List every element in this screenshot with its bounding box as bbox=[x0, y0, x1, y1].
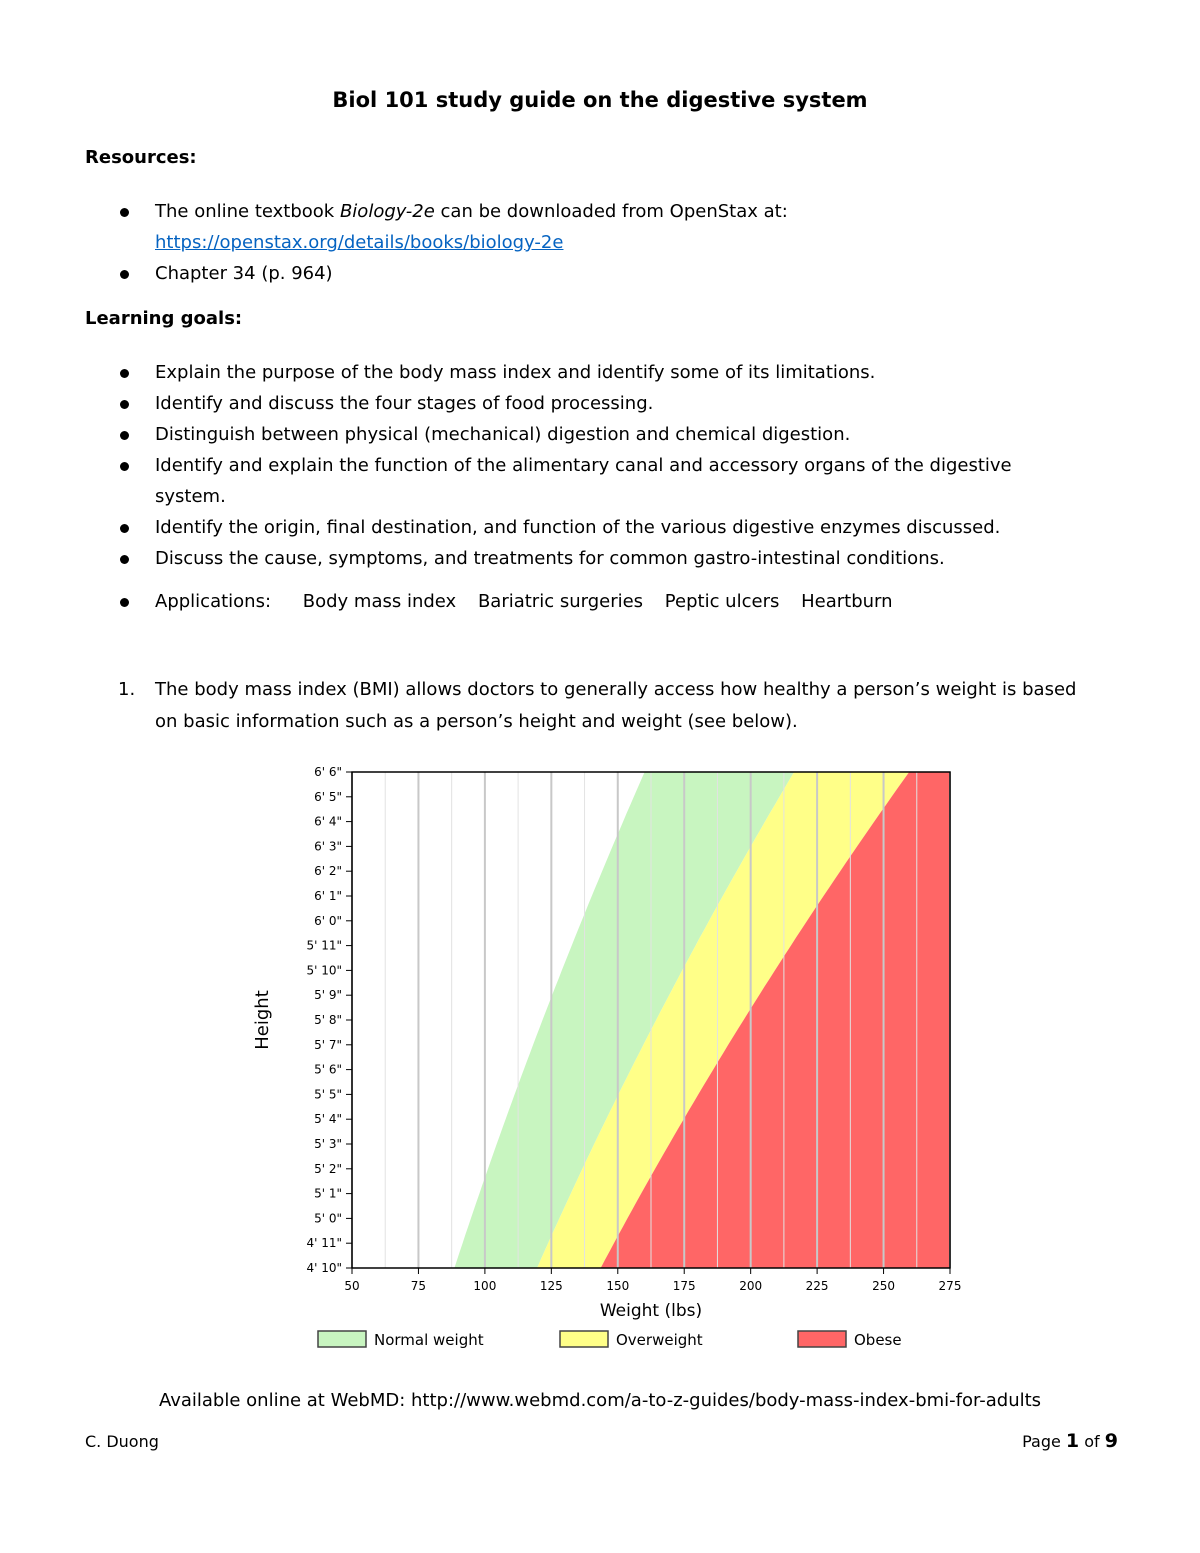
textbook-title: Biology-2e bbox=[339, 201, 435, 222]
x-axis-label: Weight (lbs) bbox=[599, 1301, 703, 1321]
x-tick-label: 250 bbox=[872, 1279, 896, 1293]
application-heartburn: Heartburn bbox=[801, 591, 893, 612]
learning-goals-list bbox=[110, 357, 1100, 617]
legend-label: Obese bbox=[854, 1331, 902, 1349]
learning-goals-heading: Learning goals: bbox=[85, 308, 243, 329]
y-tick-label: 5' 5" bbox=[314, 1087, 342, 1102]
openstax-link[interactable]: https://openstax.org/details/books/biology-2e bbox=[155, 232, 564, 253]
footer-author: C. Duong bbox=[85, 1432, 159, 1451]
y-tick-label: 6' 1" bbox=[314, 889, 342, 903]
source-citation: Available online at WebMD: http://www.webmd.com/a-to-z-guides/body-mass-index-bmi-for-adults bbox=[158, 1390, 1042, 1411]
y-tick-label: 5' 0" bbox=[314, 1211, 342, 1226]
y-tick-label: 6' 4" bbox=[314, 814, 342, 829]
list-item bbox=[110, 258, 1100, 289]
legend-swatch bbox=[798, 1331, 846, 1347]
list-item: Identify the origin, final destination, and function of the various digestive enzymes discussed. bbox=[110, 512, 1100, 543]
y-tick-label: 6' 3" bbox=[314, 839, 342, 854]
x-tick-label: 100 bbox=[473, 1279, 497, 1293]
bmi-chart-svg bbox=[240, 758, 980, 1368]
y-tick-label: 5' 4" bbox=[314, 1112, 342, 1127]
resource-text-prefix: The online textbook bbox=[155, 201, 340, 222]
y-tick-label: 6' 6" bbox=[314, 765, 342, 779]
y-tick-label: 5' 3" bbox=[314, 1137, 342, 1151]
applications-label: Applications: bbox=[155, 591, 272, 612]
list-item bbox=[110, 196, 1100, 258]
application-peptic-ulcers: Peptic ulcers bbox=[664, 591, 780, 612]
resources-heading: Resources: bbox=[85, 147, 197, 168]
list-item: Discuss the cause, symptoms, and treatments for common gastro-intestinal conditions. bbox=[110, 543, 1100, 574]
y-tick-label: 5' 7" bbox=[314, 1037, 342, 1052]
list-item: Explain the purpose of the body mass index and identify some of its limitations. bbox=[110, 357, 1100, 388]
y-tick-label: 4' 11" bbox=[306, 1236, 342, 1251]
x-tick-label: 200 bbox=[739, 1279, 763, 1293]
x-tick-label: 150 bbox=[606, 1279, 630, 1293]
footer-page-number bbox=[1022, 1430, 1118, 1452]
document-title: Biol 101 study guide on the digestive system bbox=[332, 88, 868, 112]
x-tick-label: 75 bbox=[410, 1279, 427, 1293]
list-item: Identify and explain the function of the alimentary canal and accessory organs of the digestive system. bbox=[110, 450, 1065, 512]
y-tick-label: 5' 9" bbox=[314, 988, 342, 1003]
y-tick-label: 5' 1" bbox=[314, 1186, 342, 1201]
legend-label: Overweight bbox=[616, 1331, 703, 1349]
chapter-reference: Chapter 34 (p. 964) bbox=[155, 263, 333, 284]
page-current: 1 bbox=[1065, 1430, 1080, 1452]
x-tick-label: 275 bbox=[938, 1279, 962, 1293]
y-tick-label: 5' 8" bbox=[314, 1013, 342, 1027]
y-tick-label: 4' 10" bbox=[306, 1261, 342, 1275]
resource-text-suffix: can be downloaded from OpenStax at: bbox=[434, 201, 788, 222]
x-tick-label: 50 bbox=[344, 1279, 360, 1293]
page-total: 9 bbox=[1104, 1430, 1118, 1452]
of-word: of bbox=[1084, 1432, 1100, 1451]
y-tick-label: 5' 10" bbox=[306, 963, 342, 978]
question-1 bbox=[118, 674, 1078, 738]
legend-swatch bbox=[318, 1331, 366, 1347]
legend-swatch bbox=[560, 1331, 608, 1347]
bmi-chart bbox=[240, 758, 980, 1368]
list-item: Identify and discuss the four stages of food processing. bbox=[110, 388, 1100, 419]
question-text: The body mass index (BMI) allows doctors to generally access how healthy a person’s weight is based on basic information such as a person’s height and weight (see below). bbox=[155, 679, 1077, 732]
applications-item bbox=[110, 586, 1100, 617]
y-tick-label: 5' 11" bbox=[306, 938, 342, 953]
y-tick-label: 5' 6" bbox=[314, 1062, 342, 1077]
chart-legend bbox=[318, 1331, 902, 1349]
y-tick-label: 6' 2" bbox=[314, 864, 342, 879]
y-tick-label: 6' 5" bbox=[314, 789, 342, 804]
page-word: Page bbox=[1022, 1432, 1061, 1451]
resources-list bbox=[110, 196, 1100, 289]
x-tick-label: 125 bbox=[539, 1279, 563, 1293]
y-tick-label: 6' 0" bbox=[314, 913, 342, 928]
y-axis-label: Height bbox=[252, 990, 273, 1050]
x-tick-label: 175 bbox=[672, 1279, 696, 1293]
list-item: Distinguish between physical (mechanical) digestion and chemical digestion. bbox=[110, 419, 1100, 450]
application-bmi: Body mass index bbox=[302, 591, 457, 612]
legend-label: Normal weight bbox=[374, 1331, 484, 1349]
x-tick-label: 225 bbox=[805, 1279, 829, 1293]
question-number: 1. bbox=[118, 679, 136, 700]
y-tick-label: 5' 2" bbox=[314, 1161, 342, 1176]
application-bariatric: Bariatric surgeries bbox=[477, 591, 644, 612]
